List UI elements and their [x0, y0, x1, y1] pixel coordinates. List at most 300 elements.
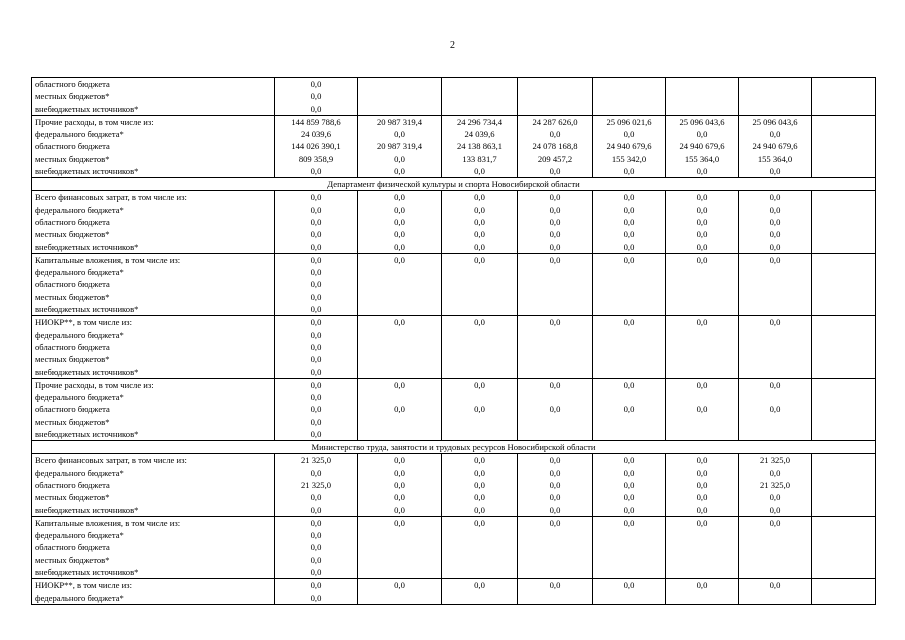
cell-value: 0,0 [549, 241, 561, 252]
row-label: местных бюджетов* [35, 229, 110, 240]
table-row [32, 115, 876, 177]
row-label: местных бюджетов* [35, 91, 110, 102]
cell-value: 0,0 [549, 479, 561, 490]
cell-value: 0,0 [310, 229, 322, 240]
value-cell [442, 253, 518, 315]
cell-value: 0,0 [394, 492, 405, 503]
row-label: Всего финансовых затрат, в том числе из: [35, 192, 187, 203]
value-cell [666, 78, 739, 116]
cell-value: 0,0 [769, 229, 781, 240]
value-cell [593, 316, 666, 378]
value-cell [518, 191, 593, 253]
cell-value: 24 296 734,4 [456, 116, 503, 127]
row-labels [32, 579, 275, 605]
cell-value: 0,0 [769, 317, 781, 328]
cell-value: 0,0 [769, 254, 781, 265]
row-label: внебюджетных источников* [35, 103, 139, 114]
cell-value: 0,0 [769, 492, 781, 503]
cell-value: 0,0 [474, 492, 485, 503]
cell-value: 0,0 [310, 429, 322, 440]
cell-value: 0,0 [310, 329, 322, 340]
cell-value: 0,0 [769, 166, 781, 177]
cell-value: 0,0 [394, 504, 405, 515]
cell-value: 209 457,2 [537, 153, 573, 164]
cell-value: 0,0 [549, 317, 561, 328]
cell-value: 24 138 863,1 [456, 141, 503, 152]
row-label: Прочие расходы, в том числе из: [35, 379, 154, 390]
row-label: внебюджетных источников* [35, 304, 139, 315]
cell-value: 0,0 [310, 291, 322, 302]
value-cell [358, 253, 442, 315]
table-row [32, 191, 876, 253]
value-cell [593, 191, 666, 253]
cell-value: 0,0 [696, 467, 708, 478]
cell-value: 0,0 [474, 192, 485, 203]
cell-value: 0,0 [310, 566, 322, 577]
cell-value: 0,0 [623, 504, 635, 515]
cell-value: 0,0 [549, 455, 561, 466]
row-label: Капитальные вложения, в том числе из: [35, 517, 181, 528]
cell-value: 155 364,0 [684, 153, 720, 164]
row-label: местных бюджетов* [35, 354, 110, 365]
cell-value: 0,0 [474, 467, 485, 478]
cell-value: 0,0 [394, 254, 405, 265]
value-cell [275, 78, 358, 116]
table-row [32, 253, 876, 315]
cell-value: 0,0 [549, 467, 561, 478]
cell-value: 0,0 [474, 479, 485, 490]
row-labels [32, 378, 275, 440]
cell-value: 21 325,0 [759, 455, 791, 466]
value-cell [739, 191, 812, 253]
table-row [32, 78, 876, 116]
cell-value: 0,0 [696, 317, 708, 328]
cell-value: 0,0 [394, 216, 405, 227]
cell-value: 24 039,6 [300, 129, 332, 140]
value-cell [666, 378, 739, 440]
value-cell [518, 253, 593, 315]
cell-value: 0,0 [623, 192, 635, 203]
table-row [32, 454, 876, 516]
row-label: федерального бюджета* [35, 329, 124, 340]
cell-value: 0,0 [310, 592, 322, 603]
value-cell [739, 115, 812, 177]
value-cell [812, 579, 876, 605]
value-cell [593, 253, 666, 315]
cell-value: 0,0 [310, 204, 322, 215]
value-cell [812, 516, 876, 578]
value-cell [739, 579, 812, 605]
value-cell [593, 454, 666, 516]
value-cell [275, 516, 358, 578]
value-cell [666, 253, 739, 315]
row-label: федерального бюджета* [35, 204, 124, 215]
cell-value: 0,0 [310, 216, 322, 227]
cell-value: 0,0 [769, 580, 781, 591]
row-label: местных бюджетов* [35, 492, 110, 503]
cell-value: 25 096 043,6 [679, 116, 725, 127]
cell-value: 0,0 [394, 580, 405, 591]
value-cell [275, 454, 358, 516]
cell-value: 0,0 [474, 404, 485, 415]
cell-value: 0,0 [769, 517, 781, 528]
row-label: внебюджетных источников* [35, 504, 139, 515]
value-cell [442, 454, 518, 516]
value-cell [442, 516, 518, 578]
cell-value: 0,0 [623, 467, 635, 478]
row-label: федерального бюджета* [35, 129, 124, 140]
cell-value: 0,0 [549, 216, 561, 227]
cell-value: 0,0 [623, 455, 635, 466]
row-label: внебюджетных источников* [35, 166, 139, 177]
value-cell [593, 516, 666, 578]
section-title: Департамент физической культуры и спорта Новосибирской области [32, 178, 876, 191]
value-cell [358, 115, 442, 177]
cell-value: 20 987 319,4 [376, 141, 423, 152]
value-cell [666, 115, 739, 177]
row-label: федерального бюджета* [35, 467, 124, 478]
cell-value: 0,0 [310, 379, 322, 390]
value-cell [812, 316, 876, 378]
cell-value: 0,0 [769, 379, 781, 390]
value-cell [518, 516, 593, 578]
value-cell [666, 191, 739, 253]
cell-value: 0,0 [623, 379, 635, 390]
row-label: областного бюджета [35, 479, 110, 490]
cell-value: 0,0 [310, 304, 322, 315]
value-cell [358, 454, 442, 516]
row-label: местных бюджетов* [35, 291, 110, 302]
cell-value: 0,0 [474, 229, 485, 240]
cell-value: 0,0 [623, 216, 635, 227]
cell-value: 0,0 [394, 517, 405, 528]
value-cell [358, 378, 442, 440]
cell-value: 0,0 [623, 204, 635, 215]
cell-value: 0,0 [310, 267, 322, 278]
cell-value: 0,0 [310, 504, 322, 515]
row-label: Всего финансовых затрат, в том числе из: [35, 455, 187, 466]
cell-value: 133 831,7 [462, 153, 497, 164]
value-cell [358, 516, 442, 578]
cell-value: 0,0 [549, 379, 561, 390]
value-cell [518, 378, 593, 440]
row-label: внебюджетных источников* [35, 241, 139, 252]
row-labels [32, 316, 275, 378]
row-label: областного бюджета [35, 542, 110, 553]
row-label: областного бюджета [35, 404, 110, 415]
row-labels [32, 253, 275, 315]
cell-value: 0,0 [310, 554, 322, 565]
cell-value: 0,0 [696, 479, 708, 490]
cell-value: 0,0 [696, 517, 708, 528]
budget-table [31, 77, 876, 605]
cell-value: 0,0 [696, 241, 708, 252]
cell-value: 809 358,9 [298, 153, 334, 164]
page-number: 2 [450, 40, 455, 51]
cell-value: 0,0 [696, 455, 708, 466]
cell-value: 0,0 [623, 404, 635, 415]
cell-value [739, 391, 811, 403]
cell-value: 0,0 [394, 166, 405, 177]
value-cell [275, 115, 358, 177]
row-label: областного бюджета [35, 216, 110, 227]
cell-value: 155 342,0 [611, 153, 647, 164]
cell-value: 0,0 [696, 254, 708, 265]
cell-value: 0,0 [623, 229, 635, 240]
cell-value: 0,0 [696, 379, 708, 390]
cell-value [593, 391, 665, 403]
cell-value: 0,0 [310, 467, 322, 478]
row-label: федерального бюджета* [35, 392, 124, 403]
cell-value: 0,0 [310, 79, 322, 89]
row-labels [32, 191, 275, 253]
cell-value: 24 940 679,6 [679, 141, 725, 152]
cell-value: 0,0 [696, 166, 708, 177]
value-cell [358, 78, 442, 116]
row-label: федерального бюджета* [35, 592, 124, 603]
value-cell [358, 579, 442, 605]
cell-value: 0,0 [549, 129, 561, 140]
cell-value: 0,0 [310, 530, 322, 541]
cell-value: 0,0 [549, 517, 561, 528]
section-title: Министерство труда, занятости и трудовых ресурсов Новосибирской области [32, 441, 876, 454]
cell-value [442, 391, 517, 403]
row-label: НИОКР**, в том числе из: [35, 580, 132, 591]
cell-value: 0,0 [474, 241, 485, 252]
value-cell [442, 78, 518, 116]
cell-value: 0,0 [310, 580, 322, 591]
cell-value: 0,0 [394, 241, 405, 252]
row-labels [32, 78, 275, 116]
value-cell [275, 378, 358, 440]
value-cell [518, 78, 593, 116]
value-cell [442, 316, 518, 378]
value-cell [275, 316, 358, 378]
cell-value: 144 026 390,1 [291, 141, 341, 152]
cell-value: 0,0 [623, 254, 635, 265]
cell-value: 0,0 [549, 229, 561, 240]
cell-value: 0,0 [474, 216, 485, 227]
value-cell [358, 316, 442, 378]
cell-value: 0,0 [696, 216, 708, 227]
value-cell [593, 579, 666, 605]
cell-value: 0,0 [549, 166, 561, 177]
cell-value: 0,0 [474, 317, 485, 328]
cell-value: 0,0 [394, 129, 405, 140]
value-cell [739, 454, 812, 516]
value-cell [666, 579, 739, 605]
cell-value: 24 940 679,6 [752, 141, 798, 152]
value-cell [275, 253, 358, 315]
value-cell [275, 191, 358, 253]
row-label: Капитальные вложения, в том числе из: [35, 254, 181, 265]
cell-value: 0,0 [394, 192, 405, 203]
cell-value: 144 859 788,6 [291, 116, 341, 127]
cell-value: 0,0 [623, 241, 635, 252]
cell-value: 0,0 [310, 192, 322, 203]
value-cell [739, 316, 812, 378]
cell-value: 0,0 [394, 379, 405, 390]
row-label: местных бюджетов* [35, 554, 110, 565]
cell-value [666, 391, 738, 403]
value-cell [812, 191, 876, 253]
cell-value: 0,0 [696, 504, 708, 515]
cell-value: 0,0 [623, 129, 635, 140]
cell-value: 0,0 [623, 317, 635, 328]
cell-value: 0,0 [769, 204, 781, 215]
cell-value: 0,0 [474, 504, 485, 515]
cell-value: 25 096 043,6 [752, 116, 798, 127]
cell-value: 0,0 [474, 517, 485, 528]
value-cell [812, 378, 876, 440]
cell-value: 20 987 319,4 [376, 116, 423, 127]
cell-value: 0,0 [549, 192, 561, 203]
value-cell [442, 115, 518, 177]
cell-value: 0,0 [310, 366, 322, 377]
row-label: внебюджетных источников* [35, 566, 139, 577]
cell-value: 0,0 [394, 455, 405, 466]
cell-value: 0,0 [394, 317, 405, 328]
cell-value: 0,0 [394, 229, 405, 240]
cell-value: 24 940 679,6 [606, 141, 652, 152]
cell-value: 0,0 [696, 580, 708, 591]
cell-value: 0,0 [769, 241, 781, 252]
cell-value: 0,0 [769, 216, 781, 227]
row-label: федерального бюджета* [35, 267, 124, 278]
value-cell [812, 78, 876, 116]
value-cell [739, 78, 812, 116]
table-row [32, 316, 876, 378]
cell-value: 0,0 [696, 129, 708, 140]
cell-value: 0,0 [394, 467, 405, 478]
value-cell [358, 191, 442, 253]
row-label: внебюджетных источников* [35, 366, 139, 377]
value-cell [812, 253, 876, 315]
cell-value: 0,0 [549, 254, 561, 265]
cell-value: 24 287 626,0 [532, 116, 578, 127]
cell-value: 21 325,0 [300, 479, 332, 490]
cell-value: 0,0 [310, 91, 322, 102]
row-label: областного бюджета [35, 279, 110, 290]
cell-value: 0,0 [696, 204, 708, 215]
cell-value: 0,0 [474, 254, 485, 265]
section-header-row [32, 178, 876, 191]
cell-value: 0,0 [310, 279, 322, 290]
cell-value: 0,0 [310, 166, 322, 177]
table-row [32, 378, 876, 440]
cell-value: 0,0 [310, 254, 322, 265]
cell-value: 0,0 [623, 580, 635, 591]
cell-value: 0,0 [310, 517, 322, 528]
cell-value: 21 325,0 [300, 455, 332, 466]
table-row [32, 579, 876, 605]
row-label: местных бюджетов* [35, 416, 110, 427]
value-cell [593, 378, 666, 440]
cell-value: 25 096 021,6 [606, 116, 652, 127]
cell-value: 0,0 [394, 404, 405, 415]
cell-value: 0,0 [549, 492, 561, 503]
value-cell [593, 115, 666, 177]
value-cell [518, 316, 593, 378]
cell-value: 0,0 [474, 455, 485, 466]
row-label: областного бюджета [35, 141, 110, 152]
value-cell [442, 378, 518, 440]
value-cell [442, 579, 518, 605]
row-label: областного бюджета [35, 341, 110, 352]
value-cell [275, 579, 358, 605]
cell-value: 24 039,6 [464, 129, 495, 140]
cell-value: 0,0 [696, 192, 708, 203]
cell-value: 0,0 [474, 204, 485, 215]
cell-value: 0,0 [310, 416, 322, 427]
row-label: НИОКР**, в том числе из: [35, 317, 132, 328]
cell-value: 0,0 [696, 229, 708, 240]
cell-value: 0,0 [769, 129, 781, 140]
cell-value: 0,0 [310, 542, 322, 553]
value-cell [812, 454, 876, 516]
cell-value: 24 078 168,8 [532, 141, 578, 152]
cell-value: 0,0 [394, 479, 405, 490]
value-cell [739, 516, 812, 578]
row-label: областного бюджета [35, 79, 110, 89]
row-label: внебюджетных источников* [35, 429, 139, 440]
cell-value: 0,0 [623, 166, 635, 177]
row-label: федерального бюджета* [35, 530, 124, 541]
cell-value: 0,0 [769, 192, 781, 203]
cell-value: 0,0 [549, 204, 561, 215]
value-cell [739, 378, 812, 440]
cell-value: 21 325,0 [759, 479, 791, 490]
cell-value: 0,0 [474, 379, 485, 390]
cell-value: 0,0 [769, 404, 781, 415]
value-cell [739, 253, 812, 315]
cell-value: 0,0 [310, 241, 322, 252]
value-cell [442, 191, 518, 253]
cell-value: 0,0 [696, 492, 708, 503]
cell-value: 0,0 [549, 504, 561, 515]
cell-value: 0,0 [696, 404, 708, 415]
cell-value [358, 391, 441, 403]
cell-value [518, 391, 592, 403]
value-cell [593, 78, 666, 116]
value-cell [518, 579, 593, 605]
cell-value: 0,0 [769, 504, 781, 515]
cell-value: 0,0 [549, 580, 561, 591]
value-cell [518, 115, 593, 177]
value-cell [518, 454, 593, 516]
row-label: местных бюджетов* [35, 153, 110, 164]
row-labels [32, 454, 275, 516]
cell-value: 155 364,0 [757, 153, 793, 164]
cell-value: 0,0 [394, 153, 405, 164]
cell-value: 0,0 [310, 492, 322, 503]
cell-value: 0,0 [623, 479, 635, 490]
table-row [32, 516, 876, 578]
cell-value: 0,0 [310, 404, 322, 415]
value-cell [812, 115, 876, 177]
row-labels [32, 115, 275, 177]
cell-value: 0,0 [310, 392, 322, 403]
cell-value: 0,0 [310, 317, 322, 328]
cell-value: 0,0 [474, 580, 485, 591]
value-cell [666, 516, 739, 578]
cell-value: 0,0 [310, 341, 322, 352]
value-cell [666, 316, 739, 378]
row-labels [32, 516, 275, 578]
section-header-row [32, 441, 876, 454]
cell-value: 0,0 [394, 204, 405, 215]
value-cell [666, 454, 739, 516]
